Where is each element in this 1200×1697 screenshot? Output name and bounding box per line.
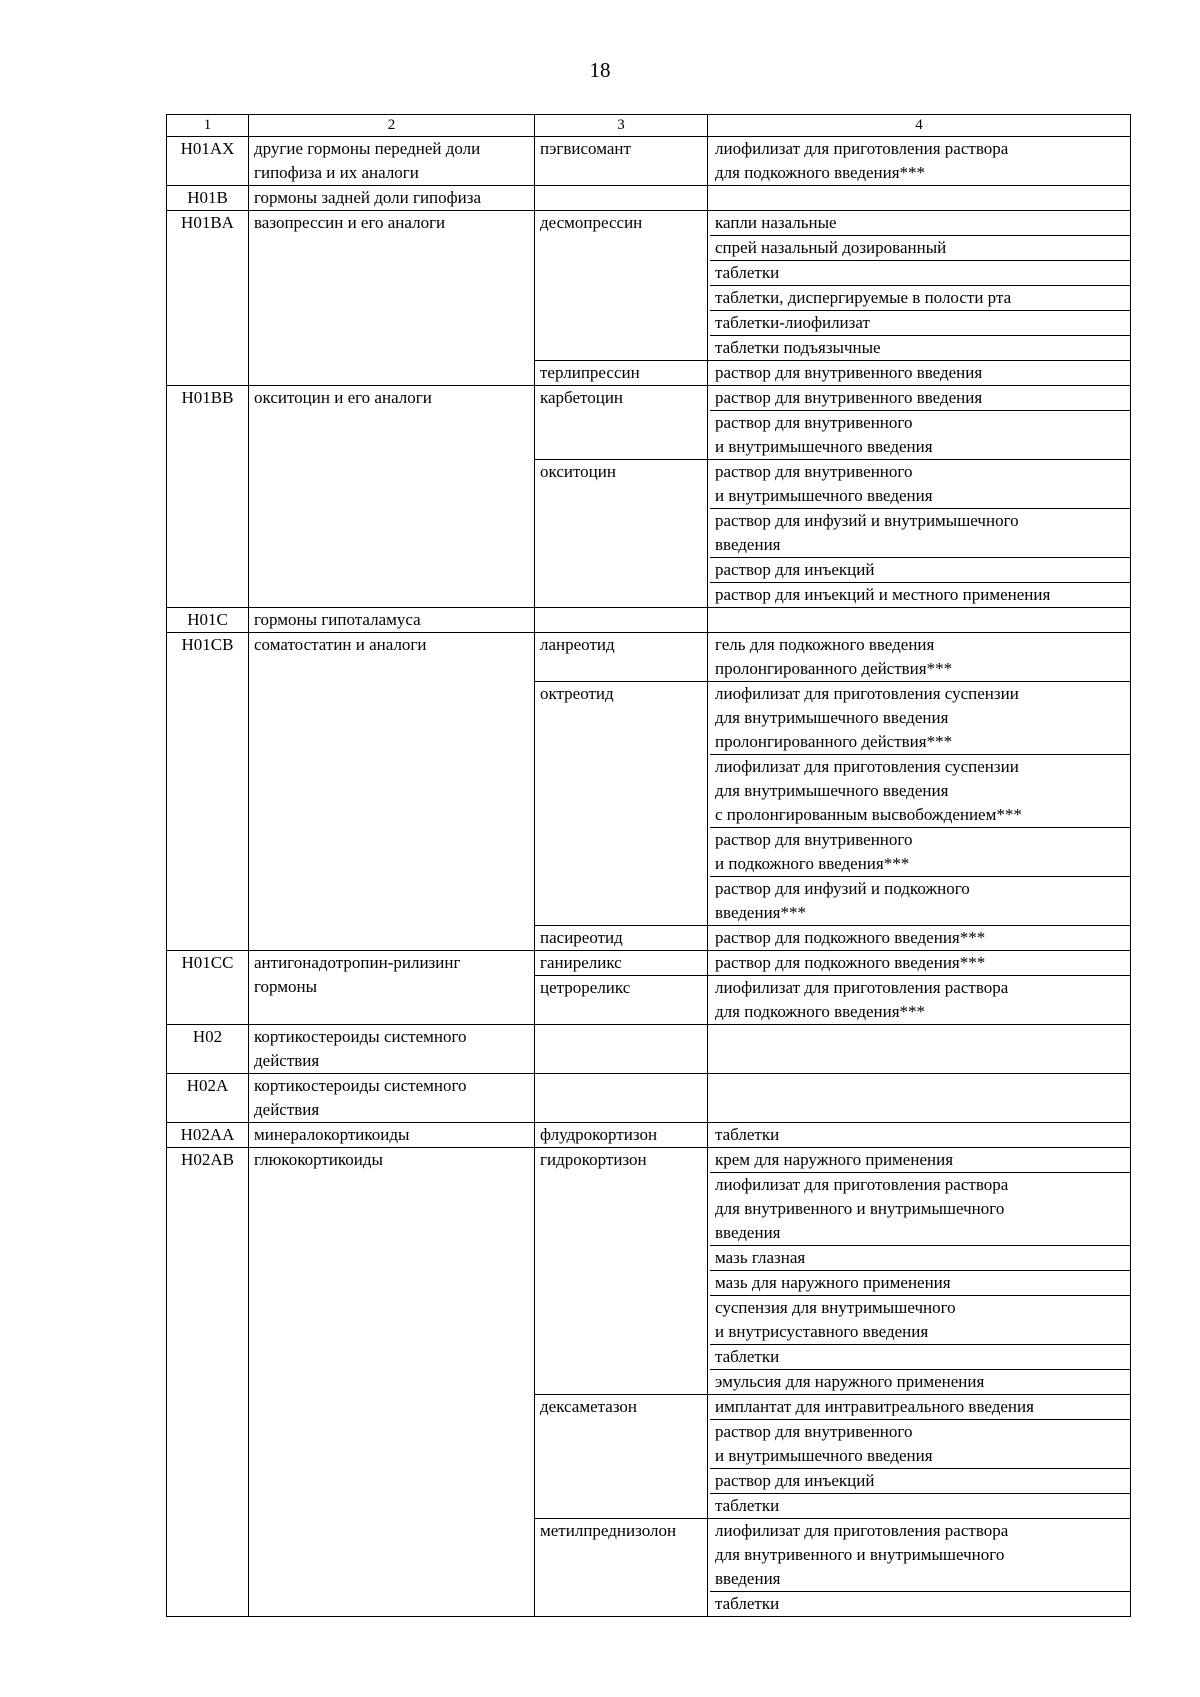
drug-name-cell [535,211,708,361]
dosage-form-line: раствор для инфузий и внутримышечного [715,511,1019,530]
group-name-line: минералокортикоиды [254,1125,410,1144]
dosage-form-line: для подкожного введения*** [715,163,926,182]
dosage-form [710,1370,1130,1394]
atc-code: H01BA [181,213,234,232]
dosage-form [710,1296,1130,1345]
group-name-line: антигонадотропин-рилизинг [254,953,461,972]
dosage-form-line: спрей назальный дозированный [715,238,947,257]
table-row [167,1123,1131,1148]
drug-name-cell [535,976,708,1025]
atc-code-cell [167,951,249,1025]
dosage-form-line: таблетки [715,1347,780,1366]
dosage-form [710,211,1130,236]
dosage-form-line: лиофилизат для приготовления суспензии [715,757,1019,776]
dosage-form [710,386,1130,411]
dosage-form [710,682,1130,755]
dosage-form-line: введения*** [715,903,806,922]
drug-name-cell [535,361,708,386]
group-name-line: гормоны гипоталамуса [254,610,421,629]
dosage-form-line: и внутримышечного введения [715,486,933,505]
group-name-cell [249,1148,535,1617]
group-name-line: действия [254,1100,320,1119]
dosage-forms-cell [708,186,1131,211]
group-name-cell [249,386,535,608]
dosage-form-line: для внутримышечного введения [715,708,949,727]
dosage-form-line: раствор для инфузий и подкожного [715,879,970,898]
dosage-forms-cell [708,976,1131,1025]
dosage-form-line: и подкожного введения*** [715,854,910,873]
atc-code: H01AX [180,139,235,158]
dosage-form-line: с пролонгированным высвобождением*** [715,805,1022,824]
atc-code: H01BB [181,388,234,407]
dosage-form-line: крем для наружного применения [715,1150,954,1169]
group-name-cell [249,633,535,951]
table-row [167,608,1131,633]
dosage-forms-cell [708,1123,1131,1148]
table-row [167,137,1131,186]
drug-name: пасиреотид [540,928,623,947]
dosage-form-line: раствор для внутривенного [715,413,913,432]
dosage-form-line: таблетки [715,1496,780,1515]
dosage-forms-cell [708,1025,1131,1074]
dosage-form [710,460,1130,509]
dosage-form [710,1469,1130,1494]
dosage-form-line: для подкожного введения*** [715,1002,926,1021]
dosage-form-line: раствор для внутривенного [715,462,913,481]
dosage-form-line: введения [715,1223,781,1242]
table-row [167,633,1131,682]
group-name-line: другие гормоны передней доли [254,139,481,158]
dosage-form [710,1148,1130,1173]
dosage-form-line: эмульсия для наружного применения [715,1372,985,1391]
table-row [167,211,1131,361]
dosage-forms-cell [708,137,1131,186]
page-number: 18 [589,58,611,82]
column-header-4: 4 [708,115,1131,137]
dosage-form [710,1494,1130,1518]
dosage-form-line: раствор для внутривенного [715,1422,913,1441]
drug-name: цетрореликс [540,978,631,997]
dosage-form [710,261,1130,286]
group-name-line: вазопрессин и его аналоги [254,213,446,232]
dosage-forms-cell [708,361,1131,386]
dosage-form-line: и внутримышечного введения [715,437,933,456]
group-name-cell [249,608,535,633]
dosage-form [710,236,1130,261]
dosage-form [710,509,1130,558]
table-row [167,186,1131,211]
dosage-form-line: таблетки-лиофилизат [715,313,870,332]
dosage-forms-cell [708,608,1131,633]
drug-name: дексаметазон [540,1397,638,1416]
drug-name: ганиреликс [540,953,622,972]
atc-code-cell [167,386,249,608]
atc-code: H01CC [181,953,234,972]
dosage-forms-cell [708,1074,1131,1123]
drug-name: гидрокортизон [540,1150,647,1169]
atc-code-cell [167,1074,249,1123]
atc-code-cell [167,1025,249,1074]
table-row [167,1025,1131,1074]
dosage-forms-cell [708,1519,1131,1617]
dosage-forms-cell [708,633,1131,682]
table-row [167,951,1131,976]
dosage-form-line: раствор для подкожного введения*** [715,953,986,972]
dosage-form [710,361,1130,385]
dosage-form [710,1420,1130,1469]
dosage-form-line: мазь для наружного применения [715,1273,951,1292]
dosage-form-line: лиофилизат для приготовления раствора [715,139,1009,158]
dosage-form-line: пролонгированного действия*** [715,659,953,678]
dosage-form-line: раствор для инъекций [715,560,875,579]
drug-name-cell [535,1519,708,1617]
group-name-line: окситоцин и его аналоги [254,388,432,407]
dosage-form [710,336,1130,360]
drug-name-cell [535,1123,708,1148]
dosage-form-line: суспензия для внутримышечного [715,1298,956,1317]
dosage-form [710,1246,1130,1271]
dosage-form-line: раствор для внутривенного введения [715,388,983,407]
drug-name-cell [535,1074,708,1123]
dosage-forms-cell [708,460,1131,608]
dosage-form-line: раствор для внутривенного введения [715,363,983,382]
dosage-form [710,1123,1130,1147]
atc-code: H02 [192,1027,223,1046]
dosage-form-line: таблетки подъязычные [715,338,881,357]
atc-code-cell [167,608,249,633]
drug-name: десмопрессин [540,213,643,232]
dosage-form [710,976,1130,1024]
table-row [167,1148,1131,1395]
group-name-cell [249,951,535,1025]
drug-name-cell [535,633,708,682]
group-name-line: кортикостероиды системного [254,1076,467,1095]
group-name-cell [249,1123,535,1148]
drug-name: октреотид [540,684,614,703]
dosage-form [710,583,1130,607]
dosage-forms-cell [708,1148,1131,1395]
dosage-form-line: таблетки [715,1594,780,1613]
group-name-cell [249,1074,535,1123]
dosage-forms-cell [708,951,1131,976]
dosage-form-line: введения [715,1569,781,1588]
group-name-cell [249,186,535,211]
dosage-form [710,633,1130,681]
dosage-forms-cell [708,682,1131,926]
dosage-form [710,1519,1130,1592]
atc-code-cell [167,1148,249,1617]
group-name-line: гипофиза и их аналоги [254,163,419,182]
atc-code: H01CB [181,635,234,654]
dosage-form-line: и внутрисуставного введения [715,1322,929,1341]
dosage-forms-cell [708,211,1131,361]
dosage-form-line: раствор для подкожного введения*** [715,928,986,947]
table-row [167,386,1131,460]
dosage-form-line: капли назальные [715,213,837,232]
dosage-form [710,137,1130,185]
dosage-form [710,1395,1130,1420]
group-name-line: кортикостероиды системного [254,1027,467,1046]
dosage-form-line: таблетки [715,1125,780,1144]
dosage-form [710,286,1130,311]
dosage-form-line: лиофилизат для приготовления суспензии [715,684,1019,703]
dosage-form-line: пролонгированного действия*** [715,732,953,751]
dosage-form-line: лиофилизат для приготовления раствора [715,978,1009,997]
dosage-form-line: лиофилизат для приготовления раствора [715,1521,1009,1540]
atc-code-cell [167,137,249,186]
atc-code: H01B [187,188,228,207]
atc-code: H02A [186,1076,229,1095]
drug-name-cell [535,951,708,976]
atc-code-cell [167,186,249,211]
dosage-form-line: таблетки [715,263,780,282]
drug-name: метилпреднизолон [540,1521,677,1540]
drug-name-cell [535,1395,708,1519]
dosage-form [710,926,1130,950]
dosage-form-line: для внутривенного и внутримышечного [715,1545,1005,1564]
drug-name-cell [535,460,708,608]
atc-code: H01C [187,610,228,629]
drug-name: флудрокортизон [540,1125,658,1144]
dosage-form-line: для внутримышечного введения [715,781,949,800]
dosage-form [710,558,1130,583]
group-name-line: гормоны [254,977,318,996]
dosage-form-line: раствор для инъекций и местного применения [715,585,1051,604]
column-header-3: 3 [535,115,708,137]
dosage-form [710,877,1130,925]
dosage-forms-cell [708,1395,1131,1519]
dosage-form [710,1271,1130,1296]
dosage-form-line: и внутримышечного введения [715,1446,933,1465]
dosage-form-line: мазь глазная [715,1248,806,1267]
group-name-line: соматостатин и аналоги [254,635,427,654]
drug-name-cell [535,186,708,211]
group-name-line: глюкокортикоиды [254,1150,383,1169]
group-name-cell [249,211,535,386]
drug-name-cell [535,682,708,926]
group-name-cell [249,1025,535,1074]
dosage-forms-cell [708,926,1131,951]
group-name-line: гормоны задней доли гипофиза [254,188,482,207]
drug-name: карбетоцин [540,388,624,407]
atc-code-cell [167,633,249,951]
dosage-form [710,411,1130,459]
dosage-form [710,755,1130,828]
dosage-form [710,828,1130,877]
atc-code-cell [167,211,249,386]
drug-name-cell [535,926,708,951]
table-row [167,1074,1131,1123]
dosage-form [710,1592,1130,1616]
dosage-form [710,311,1130,336]
table-header-row [167,115,1131,137]
column-header-1: 1 [167,115,249,137]
atc-code: H02AA [180,1125,235,1144]
drug-name: ланреотид [540,635,615,654]
group-name-line: действия [254,1051,320,1070]
drug-name-cell [535,608,708,633]
column-header-2: 2 [249,115,535,137]
atc-code-cell [167,1123,249,1148]
dosage-form-line: лиофилизат для приготовления раствора [715,1175,1009,1194]
drug-name-cell [535,1148,708,1395]
medication-table-body [167,115,1131,1617]
dosage-forms-cell [708,386,1131,460]
dosage-form-line: для внутривенного и внутримышечного [715,1199,1005,1218]
drug-name-cell [535,137,708,186]
dosage-form [710,1345,1130,1370]
dosage-form-line: раствор для инъекций [715,1471,875,1490]
group-name-cell [249,137,535,186]
drug-name-cell [535,1025,708,1074]
dosage-form [710,951,1130,975]
dosage-form-line: введения [715,535,781,554]
medication-table [166,114,1131,1617]
dosage-form-line: таблетки, диспергируемые в полости рта [715,288,1012,307]
dosage-form-line: гель для подкожного введения [715,635,935,654]
atc-code: H02AB [181,1150,234,1169]
drug-name: терлипрессин [540,363,640,382]
drug-name: окситоцин [540,462,616,481]
dosage-form [710,1173,1130,1246]
dosage-form-line: раствор для внутривенного [715,830,913,849]
drug-name-cell [535,386,708,460]
drug-name: пэгвисомант [540,139,631,158]
dosage-form-line: имплантат для интравитреального введения [715,1397,1034,1416]
